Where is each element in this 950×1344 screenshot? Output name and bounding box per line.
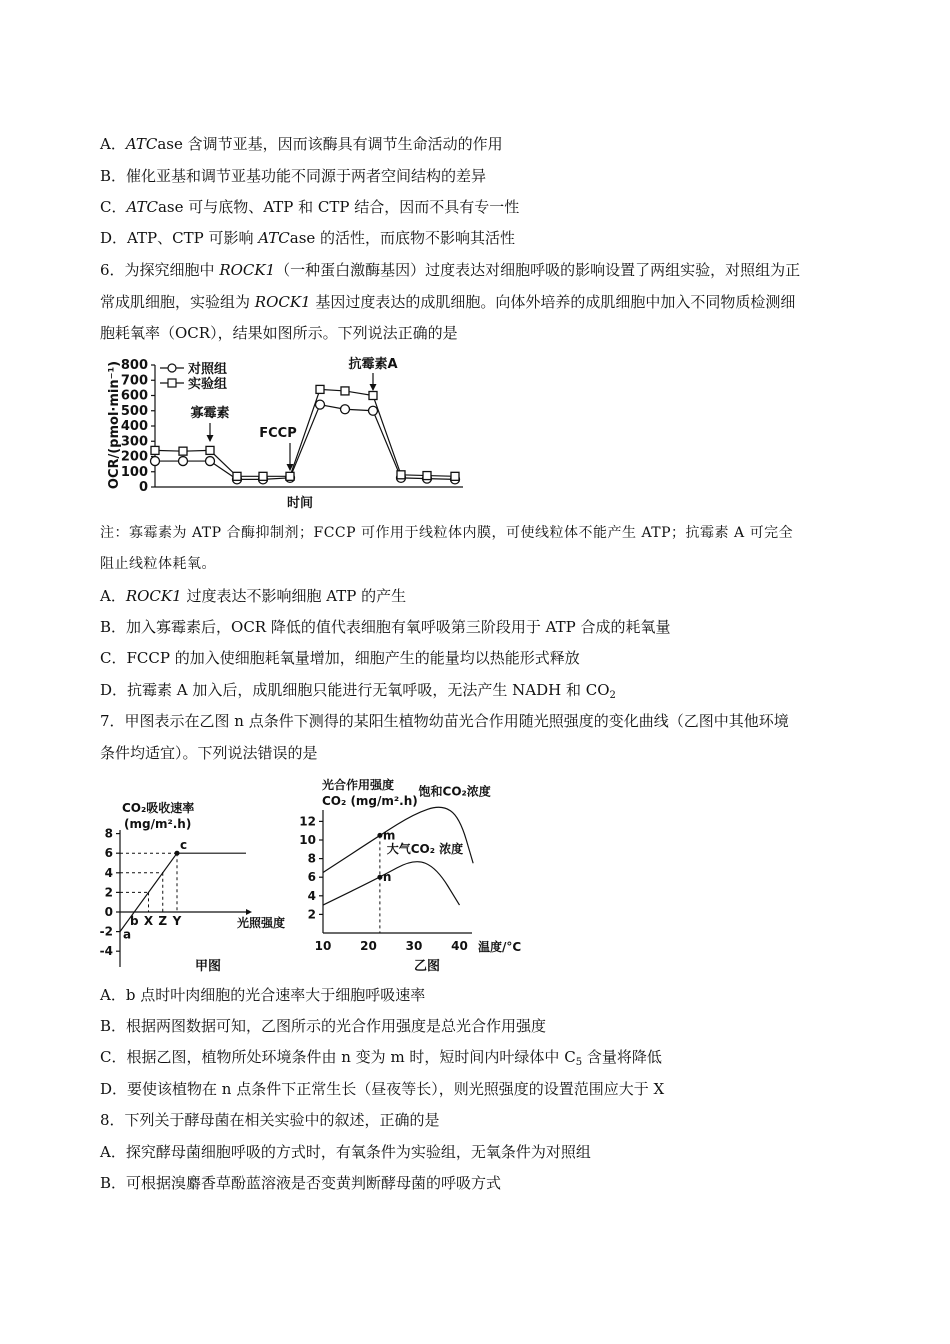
yi-xtick-label: 10	[314, 939, 332, 953]
yi-xtick-label: 30	[405, 939, 423, 953]
yi-point-label: n	[382, 870, 392, 885]
ocr-arrowhead	[370, 384, 377, 391]
q7-option-d: D．要使该植物在 n 点条件下正常生长（昼夜等长），则光照强度的设置范围应大于 X	[100, 1080, 665, 1098]
q8-stem: 8．下列关于酵母菌在相关实验中的叙述，正确的是	[100, 1111, 440, 1129]
ocr-point-experimental	[286, 472, 294, 480]
ocr-annotation-label: 寡霉素	[190, 406, 230, 421]
yi-ytick-label: 2	[307, 907, 316, 922]
ocr-point-control	[233, 475, 242, 484]
jia-ytick-label: 0	[104, 905, 113, 919]
yi-xtick-label: 20	[360, 939, 377, 953]
jia-point-c	[175, 851, 180, 856]
q7-stem-line2: 条件均适宜）。下列说法错误的是	[100, 744, 318, 762]
ocr-legend-label: 实验组	[188, 377, 228, 392]
ocr-point-control	[259, 475, 268, 484]
ocr-point-control	[151, 457, 160, 466]
temperature-chart	[299, 777, 521, 974]
q6-stem-line3: 胞耗氧率（OCR），结果如图所示。下列说法正确的是	[100, 324, 458, 342]
light-intensity-chart	[100, 800, 285, 974]
ocr-point-experimental	[423, 472, 431, 480]
ocr-ytick-label: 600	[120, 388, 148, 404]
chart-jia-xlabel: 光照强度	[237, 916, 286, 930]
ocr-ytick-label: 200	[120, 449, 148, 465]
q7-option-a: A．b 点时叶肉细胞的光合速率大于细胞呼吸速率	[100, 986, 426, 1004]
ocr-point-control	[206, 457, 215, 466]
ocr-ytick-label: 400	[120, 419, 148, 434]
q6-option-b: B．加入寡霉素后，OCR 降低的值代表细胞有氧呼吸第三阶段用于 ATP 合成的耗氧量	[100, 618, 671, 636]
jia-point-label: c	[180, 838, 188, 853]
ocr-series-line-1	[155, 389, 455, 476]
chart-yi-ylabel-1: 光合作用强度	[322, 778, 395, 792]
ocr-ytick-label: 700	[120, 373, 148, 389]
q8-option-b: B．可根据溴麝香草酚蓝溶液是否变黄判断酵母菌的呼吸方式	[100, 1174, 502, 1192]
ocr-point-experimental	[151, 446, 159, 454]
ocr-point-experimental	[233, 472, 241, 480]
ocr-arrowhead	[287, 464, 294, 471]
yi-series-label: 饱和CO₂浓度	[418, 784, 491, 799]
ocr-point-control	[451, 475, 460, 484]
q5-option-d: D．ATP、CTP 可影响 ATCase 的活性，而底物不影响其活性	[100, 229, 516, 247]
jia-x-label: Y	[172, 914, 182, 928]
q6-stem-line1: 6．为探究细胞中 ROCK1（一种蛋白激酶基因）过度表达对细胞呼吸的影响设置了两组实验，对照组为正	[100, 261, 801, 279]
ocr-chart-ylabel: OCR/(pmol·min⁻¹)	[107, 360, 122, 490]
jia-ytick-label: 2	[104, 885, 113, 900]
yi-xtick-label: 40	[451, 939, 468, 953]
jia-point-label: a	[123, 927, 132, 942]
q5-option-b: B．催化亚基和调节亚基功能不同源于两者空间结构的差异	[100, 167, 487, 185]
jia-curve-rise	[120, 853, 177, 931]
q7-stem-line1: 7．甲图表示在乙图 n 点条件下测得的某阳生植物幼苗光合作用随光照强度的变化曲线（乙图中其他环境	[100, 712, 789, 730]
ocr-point-control	[286, 473, 295, 482]
ocr-point-control	[316, 400, 325, 409]
ocr-point-experimental	[316, 385, 324, 393]
ocr-point-control	[423, 474, 432, 483]
jia-ytick-label: 6	[104, 846, 113, 861]
chart-jia-ylabel-1: CO₂吸收速率	[122, 801, 195, 815]
ocr-point-experimental	[179, 447, 187, 455]
yi-ytick-label: 12	[299, 814, 316, 829]
jia-x-label: b	[129, 914, 139, 928]
ocr-point-experimental	[341, 387, 349, 395]
ocr-legend-marker	[168, 379, 176, 387]
jia-x-axis-arrow	[246, 909, 252, 915]
chart-jia-title: 甲图	[194, 959, 222, 974]
ocr-point-experimental	[206, 446, 214, 454]
ocr-point-control	[369, 406, 378, 415]
ocr-legend-marker	[168, 364, 176, 372]
ocr-legend-label: 对照组	[188, 362, 228, 377]
q5-option-c: C．ATCase 可与底物、ATP 和 CTP 结合，因而不具有专一性	[100, 198, 520, 216]
ocr-ytick-label: 500	[120, 403, 148, 419]
q5-option-a: A．ATCase 含调节亚基，因而该酶具有调节生命活动的作用	[100, 135, 503, 153]
chart-yi-xlabel: 温度/°C	[478, 940, 522, 954]
yi-point-label: m	[382, 828, 396, 843]
yi-series-curve-1	[323, 862, 460, 905]
ocr-chart-xlabel: 时间	[286, 496, 314, 511]
ocr-ytick-label: 100	[120, 464, 148, 480]
chart-yi-ylabel-2: CO₂ (mg/m².h)	[322, 794, 418, 808]
jia-x-label: Z	[158, 914, 168, 928]
chart-yi-title: 乙图	[413, 959, 441, 974]
jia-x-label: X	[143, 914, 154, 928]
q6-option-c: C．FCCP 的加入使细胞耗氧量增加，细胞产生的能量均以热能形式释放	[100, 649, 580, 667]
q6-option-d: D．抗霉素 A 加入后，成肌细胞只能进行无氧呼吸，无法产生 NADH 和 $CO_2$	[100, 681, 616, 701]
ocr-arrowhead	[207, 435, 214, 442]
ocr-point-experimental	[451, 472, 459, 480]
yi-ytick-label: 8	[307, 851, 316, 866]
q7-option-b: B．根据两图数据可知，乙图所示的光合作用强度是总光合作用强度	[100, 1017, 547, 1035]
jia-ytick-label: 8	[104, 826, 113, 841]
jia-ytick-label: -4	[99, 944, 113, 959]
yi-ytick-label: 6	[307, 870, 316, 885]
q6-option-a: A．ROCK1 过度表达不影响细胞 ATP 的产生	[100, 587, 407, 605]
ocr-ytick-label: 0	[138, 480, 148, 495]
chart-jia-ylabel-2: (mg/m².h)	[124, 817, 192, 831]
ocr-point-control	[341, 405, 350, 414]
jia-ytick-label: 4	[104, 865, 113, 880]
q6-stem-line2: 常成肌细胞，实验组为 ROCK1 基因过度表达的成肌细胞。向体外培养的成肌细胞中加入不同物质检测细	[100, 293, 796, 311]
yi-point	[377, 875, 382, 880]
yi-point	[377, 833, 382, 838]
ocr-point-experimental	[369, 392, 377, 400]
q7-option-c: C．根据乙图，植物所处环境条件由 n 变为 m 时，短时间内叶绿体中 $C_5$ 含量将降低	[100, 1048, 662, 1068]
ocr-chart	[107, 356, 463, 511]
yi-series-curve-0	[323, 807, 473, 872]
ocr-annotation-label: 抗霉素A	[348, 357, 398, 372]
q8-option-a: A．探究酵母菌细胞呼吸的方式时，有氧条件为实验组，无氧条件为对照组	[100, 1143, 591, 1161]
ocr-series-line-0	[155, 405, 455, 480]
jia-ytick-label: -2	[99, 924, 113, 939]
ocr-annotation-label: FCCP	[259, 426, 297, 441]
yi-series-label: 大气CO₂ 浓度	[386, 842, 464, 857]
ocr-point-experimental	[259, 472, 267, 480]
yi-ytick-label: 4	[307, 888, 316, 903]
q6-note-line2: 阻止线粒体耗氧。	[100, 556, 216, 572]
ocr-ytick-label: 800	[120, 358, 148, 373]
ocr-ytick-label: 300	[120, 434, 148, 450]
q6-note-line1: 注：寡霉素为 ATP 合酶抑制剂；FCCP 可作用于线粒体内膜，可使线粒体不能产生 ATP；抗霉素 A 可完全	[100, 525, 794, 541]
ocr-point-experimental	[397, 471, 405, 479]
ocr-point-control	[397, 473, 406, 482]
yi-ytick-label: 10	[299, 833, 316, 847]
ocr-point-control	[179, 457, 188, 466]
